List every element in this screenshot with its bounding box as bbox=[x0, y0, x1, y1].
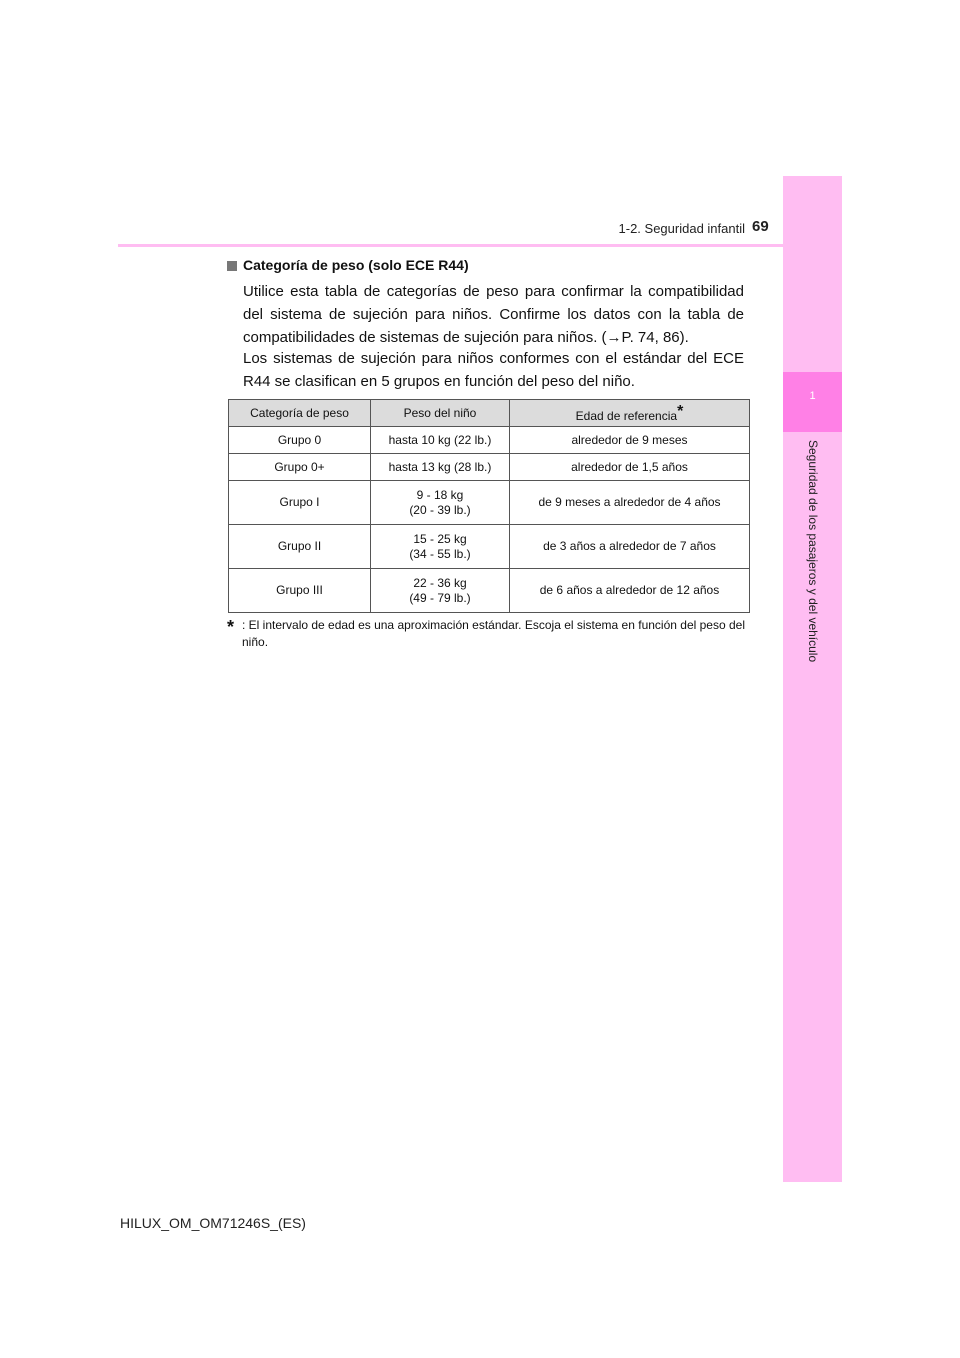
cell-category: Grupo I bbox=[229, 481, 371, 525]
footnote-text: : El intervalo de edad es una aproximación estándar. Escoja el sistema en función del peso del niño. bbox=[242, 618, 745, 649]
cell-age: de 6 años a alrededor de 12 años bbox=[510, 569, 750, 613]
section-title: 1-2. Seguridad infantil bbox=[618, 221, 745, 236]
table-row bbox=[229, 454, 750, 481]
table-row bbox=[229, 525, 750, 569]
cell-weight bbox=[371, 427, 510, 454]
cell-weight-kg: 9 - 18 kg bbox=[416, 487, 464, 502]
chapter-number: 1 bbox=[809, 390, 816, 402]
cell-category: Grupo 0 bbox=[229, 427, 371, 454]
cell-weight-kg: 22 - 36 kg bbox=[413, 575, 467, 590]
table-row bbox=[229, 569, 750, 613]
cell-weight-lb: (34 - 55 lb.) bbox=[409, 546, 471, 561]
cell-age: de 9 meses a alrededor de 4 años bbox=[510, 481, 750, 525]
header-age-label: Edad de referencia bbox=[575, 409, 678, 423]
table-row bbox=[229, 427, 750, 454]
cell-age: alrededor de 9 meses bbox=[510, 427, 750, 454]
section-heading: Categoría de peso (solo ECE R44) bbox=[243, 257, 469, 273]
document-id: HILUX_OM_OM71246S_(ES) bbox=[120, 1215, 306, 1231]
table-row bbox=[229, 481, 750, 525]
cell-weight bbox=[371, 569, 510, 613]
cell-weight-kg: hasta 13 kg (28 lb.) bbox=[388, 460, 492, 474]
chapter-title: Seguridad de los pasajeros y del vehículo bbox=[806, 440, 820, 663]
cell-category: Grupo II bbox=[229, 525, 371, 569]
heading-bullet-icon bbox=[227, 261, 237, 271]
chapter-sidebar bbox=[783, 176, 842, 1182]
footnote-mark: * bbox=[677, 403, 684, 420]
cell-age: de 3 años a alrededor de 7 años bbox=[510, 525, 750, 569]
cell-category: Grupo III bbox=[229, 569, 371, 613]
cell-weight bbox=[371, 481, 510, 525]
header-divider bbox=[118, 244, 842, 247]
footnote bbox=[227, 619, 745, 651]
cell-weight-lb: (20 - 39 lb.) bbox=[409, 502, 471, 517]
footnote-star: * bbox=[227, 617, 235, 637]
cell-weight-lb: (49 - 79 lb.) bbox=[409, 590, 471, 605]
header-category: Categoría de peso bbox=[229, 400, 371, 427]
header-weight: Peso del niño bbox=[371, 400, 510, 427]
cell-age: alrededor de 1,5 años bbox=[510, 454, 750, 481]
cell-category: Grupo 0+ bbox=[229, 454, 371, 481]
paragraph-compatibility: Utilice esta tabla de categorías de peso para confirmar la compatibilidad del sistema de sujeción para niños. Confirme los datos con la tabla de compatibilidades de sistemas de sujeción para niños. (→P. 74, 86). bbox=[243, 283, 744, 346]
cell-weight-kg: 15 - 25 kg bbox=[413, 531, 467, 546]
chapter-tab[interactable] bbox=[783, 372, 842, 432]
cell-weight bbox=[371, 525, 510, 569]
cell-weight bbox=[371, 454, 510, 481]
cell-weight-kg: hasta 10 kg (22 lb.) bbox=[388, 433, 492, 447]
weight-category-table bbox=[228, 399, 750, 613]
table-header-row bbox=[229, 400, 750, 427]
paragraph-groups: Los sistemas de sujeción para niños conformes con el estándar del ECE R44 se clasifican en 5 grupos en función del peso del niño. bbox=[243, 350, 744, 390]
page-number: 69 bbox=[752, 218, 769, 235]
header-age bbox=[510, 400, 750, 427]
